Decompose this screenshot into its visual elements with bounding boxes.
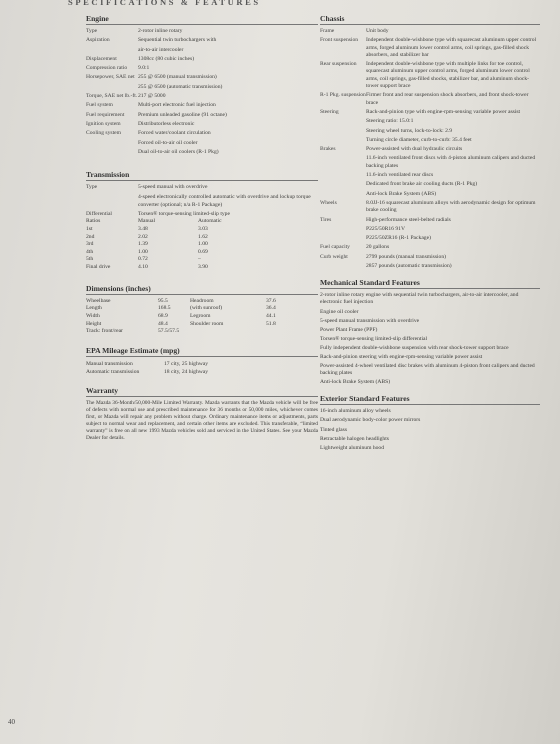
mechanical-feature: Power-assisted 4-wheel ventilated disc brakes with aluminum 4-piston front calipers and ducted backing plates	[320, 363, 535, 377]
chassis-spec-label: Curb weight	[320, 253, 348, 260]
chassis-title: Chassis	[320, 14, 540, 25]
chassis-spec-value: 2857 pounds (automatic transmission)	[366, 263, 452, 270]
dimension-label: Height	[86, 320, 102, 327]
dimension-row	[86, 313, 318, 321]
mechanical-feature: Power Plant Frame (PPF)	[320, 326, 378, 333]
chassis-spec-value: Dedicated front brake air cooling ducts (R-1 Pkg)	[366, 181, 478, 188]
chassis-spec-value: Steering wheel turns, lock-to-lock: 2.9	[366, 127, 453, 134]
warranty-section	[86, 386, 318, 441]
chassis-spec-values	[366, 254, 540, 271]
engine-spec-row	[86, 56, 318, 63]
ratio-gear: 3rd	[86, 241, 94, 248]
chassis-spec-value: Independent double-wishbone type with squarecast aluminum upper control arms, forged aluminum lower control arms, coil springs, gas-filled shock absorbers, and stabilizer bar	[366, 37, 537, 58]
chassis-spec-label: Brakes	[320, 146, 336, 153]
chassis-spec-row	[320, 28, 540, 35]
ratio-row	[86, 226, 318, 234]
engine-spec-row	[86, 65, 318, 72]
dimension-label: Width	[86, 312, 100, 319]
epa-label: Automatic transmission	[86, 369, 140, 376]
engine-spec-row	[86, 112, 318, 119]
chassis-spec-value: 2799 pounds (manual transmission)	[366, 253, 447, 260]
chassis-spec-value: Anti-lock Brake System (ABS)	[366, 190, 437, 197]
chassis-spec-values	[366, 92, 540, 107]
chassis-spec-row	[320, 254, 540, 271]
engine-spec-label: Ignition system	[86, 120, 121, 127]
engine-spec-label: Displacement	[86, 55, 117, 62]
ratio-row	[86, 249, 318, 257]
dimension-value: 168.5	[158, 305, 171, 312]
epa-row	[86, 368, 318, 376]
ratio-row	[86, 264, 318, 272]
engine-spec-value: 217 @ 5000	[138, 93, 166, 100]
engine-spec-values	[138, 37, 318, 54]
running-head: SPECIFICATIONS & FEATURES	[68, 0, 261, 7]
mechanical-feature: Fully independent double-wishbone suspension with rear shock-tower support brace	[320, 344, 509, 351]
exterior-list	[320, 408, 540, 451]
chassis-section	[320, 14, 540, 270]
ratio-gear: 1st	[86, 225, 93, 232]
transmission-type-value: 4-speed electronically controlled automatic with overdrive and lockup torque converter (optional; n/a R-1 Package)	[138, 194, 311, 208]
exterior-feature: Tinted glass	[320, 426, 347, 433]
mechanical-feature: 5-speed manual transmission with overdrive	[320, 317, 420, 324]
chassis-spec-value: Power-assisted with dual hydraulic circuits	[366, 146, 463, 153]
chassis-spec-value: 8.0JJ-16 squarecast aluminum alloys with aerodynamic design for optimum brake cooling	[366, 199, 536, 214]
dimension-value: 68.9	[158, 312, 168, 319]
chassis-spec-value: 20 gallons	[366, 244, 390, 251]
dimension-value: 57.5/57.5	[158, 328, 180, 335]
exterior-feature: 16-inch aluminum alloy wheels	[320, 408, 391, 415]
ratio-row	[86, 241, 318, 249]
engine-spec-label: Fuel requirement	[86, 111, 125, 118]
dimensions-section	[86, 284, 318, 337]
chassis-spec-value: P225/50ZR16 (R-1 Package)	[366, 235, 431, 242]
dimension-label: Legroom	[190, 312, 211, 319]
engine-spec-label: Compression ratio	[86, 65, 128, 72]
ratio-row	[86, 256, 318, 264]
chassis-spec-row	[320, 37, 540, 59]
chassis-spec-label: Tires	[320, 216, 332, 223]
differential-label: Differential	[86, 211, 112, 218]
ratio-gear: 4th	[86, 248, 94, 255]
chassis-spec-value: P225/50R16 91V	[366, 225, 406, 232]
engine-spec-row	[86, 121, 318, 128]
engine-spec-values	[138, 102, 318, 109]
exterior-feature: Retractable halogen headlights	[320, 435, 389, 442]
engine-spec-label: Cooling system	[86, 130, 121, 137]
dimension-label: Wheelbase	[86, 297, 111, 304]
engine-spec-value: 9.0:1	[138, 65, 150, 72]
chassis-spec-row	[320, 200, 540, 215]
epa-label: Manual transmission	[86, 361, 133, 368]
warranty-title: Warranty	[86, 386, 318, 397]
engine-spec-values	[138, 121, 318, 128]
dimension-rows	[86, 298, 318, 337]
chassis-spec-value: Independent double-wishbone type with multiple links for toe control, squarecast aluminum upper control arms, forged aluminum lower control arms, coil springs, gas-filled shocks, stabilizer bar, and aluminum shock-tower support brace	[366, 61, 530, 90]
mechanical-feature: Engine oil cooler	[320, 308, 359, 315]
ratio-automatic: 3.90	[198, 263, 208, 270]
engine-spec-values	[138, 130, 318, 156]
engine-spec-value: Forced oil-to-air oil cooler	[138, 139, 198, 146]
ratio-row	[86, 234, 318, 242]
engine-spec-value: 255 @ 6500 (automatic transmission)	[138, 83, 223, 90]
engine-spec-value: Sequential twin turbochargers with	[138, 37, 217, 44]
chassis-spec-row	[320, 146, 540, 198]
chassis-spec-row	[320, 217, 540, 243]
engine-spec-values	[138, 112, 318, 119]
exterior-feature: Lightweight aluminum hood	[320, 444, 385, 451]
chassis-spec-value: Steering ratio: 15.0:1	[366, 118, 414, 125]
dimension-value: 51.8	[266, 320, 276, 327]
dimensions-title: Dimensions (inches)	[86, 284, 318, 295]
dimension-label: Shoulder room	[190, 320, 224, 327]
engine-spec-values	[138, 74, 318, 91]
dimension-label: (with sunroof)	[190, 305, 223, 312]
dimension-row	[86, 305, 318, 313]
chassis-spec-label: Frame	[320, 28, 335, 34]
chassis-spec-value: Rack-and-pinion type with engine-rpm-sensing variable power assist	[366, 108, 521, 115]
dimension-label: Length	[86, 305, 102, 312]
ratios-label: Ratios	[86, 218, 101, 225]
engine-spec-values	[138, 65, 318, 72]
chassis-spec-values	[366, 217, 540, 243]
differential-row	[86, 211, 318, 218]
ratio-manual: 1.39	[138, 241, 148, 248]
transmission-type-value: 5-speed manual with overdrive	[138, 184, 208, 191]
ratio-automatic: 3.03	[198, 225, 208, 232]
dimension-label: Track: front/rear	[86, 328, 123, 335]
transmission-title: Transmission	[86, 170, 318, 181]
epa-value: 18 city, 24 highway	[164, 369, 209, 376]
page-number: 40	[8, 718, 15, 726]
chassis-spec-values	[366, 28, 540, 35]
engine-spec-row	[86, 93, 318, 100]
ratio-manual: 3.48	[138, 225, 148, 232]
chassis-spec-values	[366, 37, 540, 59]
dimension-value: 44.1	[266, 312, 276, 319]
chassis-spec-values	[366, 244, 540, 251]
chassis-spec-row	[320, 109, 540, 144]
engine-spec-value: 255 @ 6500 (manual transmission)	[138, 74, 217, 81]
dimension-value: 36.4	[266, 305, 276, 312]
mechanical-section	[320, 278, 540, 386]
mechanical-list	[320, 292, 540, 386]
engine-spec-value: 1308cc (80 cubic inches)	[138, 55, 195, 62]
transmission-type-row	[86, 184, 318, 209]
warranty-text: The Mazda 36-Month/50,000-Mile Limited Warranty. Mazda warrants that the Mazda vehicle will be free of defects with normal use and prescribed maintenance for 36 months or 50,000 miles, whichever comes first, or Mazda will repair any problem without charge. Ordinary maintenance items or adjustments, parts subject to normal wear and replacement, and certain other items are excluded. This transferable, “limited warranty” is free on all new 1993 Mazda vehicles sold and serviced in the United States. See your Mazda Dealer for details.	[86, 400, 318, 441]
engine-spec-value: Premium unleaded gasoline (91 octane)	[138, 111, 227, 118]
mechanical-feature: Torsen® torque-sensing limited-slip differential	[320, 335, 428, 342]
chassis-spec-row	[320, 61, 540, 90]
engine-spec-value: Forced water/coolant circulation	[138, 130, 211, 137]
engine-spec-row	[86, 102, 318, 109]
exterior-feature: Dual aerodynamic body-color power mirrors	[320, 417, 421, 424]
chassis-spec-row	[320, 244, 540, 251]
ratio-manual: 1.00	[138, 248, 148, 255]
ratio-manual: 0.72	[138, 256, 148, 263]
engine-spec-values	[138, 93, 318, 100]
mechanical-feature: Anti-lock Brake System (ABS)	[320, 379, 391, 386]
mechanical-title: Mechanical Standard Features	[320, 278, 540, 289]
chassis-spec-values	[366, 61, 540, 90]
transmission-type-values	[138, 184, 318, 209]
dimension-value: 48.4	[158, 320, 168, 327]
dimension-label	[190, 328, 266, 336]
ratios-header	[86, 218, 318, 226]
chassis-spec-values	[366, 109, 540, 144]
manual-header: Manual	[138, 218, 156, 225]
transmission-section	[86, 170, 318, 271]
left-column	[86, 14, 318, 447]
ratio-gear: Final drive	[86, 263, 111, 270]
dimension-label: Headroom	[190, 297, 214, 304]
epa-value: 17 city, 25 highway	[164, 361, 209, 368]
engine-spec-value: Distributorless electronic	[138, 120, 195, 127]
chassis-spec-values	[366, 200, 540, 215]
chassis-spec-value: High-performance steel-belted radials	[366, 216, 451, 223]
dimension-value	[266, 328, 318, 336]
ratio-gear: 2nd	[86, 233, 95, 240]
engine-spec-values	[138, 56, 318, 63]
engine-spec-row	[86, 74, 318, 91]
ratio-automatic: 1.00	[198, 241, 208, 248]
chassis-spec-value: 11.6-inch ventilated rear discs	[366, 172, 434, 179]
chassis-spec-value: 11.6-inch ventilated front discs with 4-piston aluminum calipers and ducted backing plates	[366, 155, 536, 169]
chassis-spec-value: Unit body	[366, 28, 389, 34]
engine-section	[86, 14, 318, 156]
right-column	[320, 14, 540, 458]
epa-rows	[86, 360, 318, 376]
chassis-rows	[320, 28, 540, 270]
engine-spec-value: 2-rotor inline rotary	[138, 28, 183, 34]
ratio-gear: 5th	[86, 256, 94, 263]
chassis-spec-label: Fuel capacity	[320, 244, 350, 251]
engine-spec-label: Horsepower, SAE net	[86, 74, 135, 81]
epa-title: EPA Mileage Estimate (mpg)	[86, 346, 318, 357]
engine-spec-label: Fuel system	[86, 102, 113, 109]
chassis-spec-label: Front suspension	[320, 37, 359, 44]
chassis-spec-label: R-1 Pkg. suspension	[320, 92, 366, 99]
epa-row	[86, 360, 318, 368]
exterior-title: Exterior Standard Features	[320, 394, 540, 405]
ratio-automatic: 0.69	[198, 248, 208, 255]
chassis-spec-label: Wheels	[320, 199, 337, 206]
mechanical-feature: Rack-and-pinion steering with engine-rpm-sensing variable power assist	[320, 353, 483, 360]
engine-spec-row	[86, 130, 318, 156]
chassis-spec-value: Firmer front and rear suspension shock absorbers, and front shock-tower brace	[366, 92, 529, 106]
chassis-spec-label: Rear suspension	[320, 61, 357, 68]
engine-spec-label: Torque, SAE net lb.-ft.	[86, 93, 138, 100]
engine-spec-row	[86, 37, 318, 54]
engine-spec-row	[86, 28, 318, 35]
ratio-rows	[86, 226, 318, 272]
ratio-manual: 4.10	[138, 263, 148, 270]
ratio-automatic: –	[198, 256, 201, 263]
engine-spec-value: air-to-air intercooler	[138, 46, 184, 53]
engine-spec-label: Type	[86, 28, 98, 34]
differential-value: Torsen® torque-sensing limited-slip type	[138, 211, 230, 218]
chassis-spec-label: Steering	[320, 108, 339, 115]
engine-spec-value: Dual oil-to-air oil coolers (R-1 Pkg)	[138, 148, 219, 155]
engine-spec-values	[138, 28, 318, 35]
mechanical-feature: 2-rotor inline rotary engine with sequential twin turbochargers, air-to-air intercooler, and electronic fuel injection	[320, 292, 519, 306]
engine-spec-label: Aspiration	[86, 37, 110, 44]
ratio-automatic: 1.62	[198, 233, 208, 240]
dimension-value: 37.6	[266, 297, 276, 304]
chassis-spec-values	[366, 146, 540, 198]
ratio-manual: 2.02	[138, 233, 148, 240]
epa-section	[86, 346, 318, 376]
engine-title: Engine	[86, 14, 318, 25]
automatic-header: Automatic	[198, 218, 222, 225]
dimension-value: 95.5	[158, 297, 168, 304]
engine-spec-value: Multi-port electronic fuel injection	[138, 102, 216, 109]
transmission-type-label: Type	[86, 184, 98, 191]
chassis-spec-row	[320, 92, 540, 107]
chassis-spec-value: Turning circle diameter, curb-to-curb: 35.4 feet	[366, 136, 472, 143]
exterior-section	[320, 394, 540, 451]
engine-rows	[86, 28, 318, 156]
dimension-row	[86, 328, 318, 336]
